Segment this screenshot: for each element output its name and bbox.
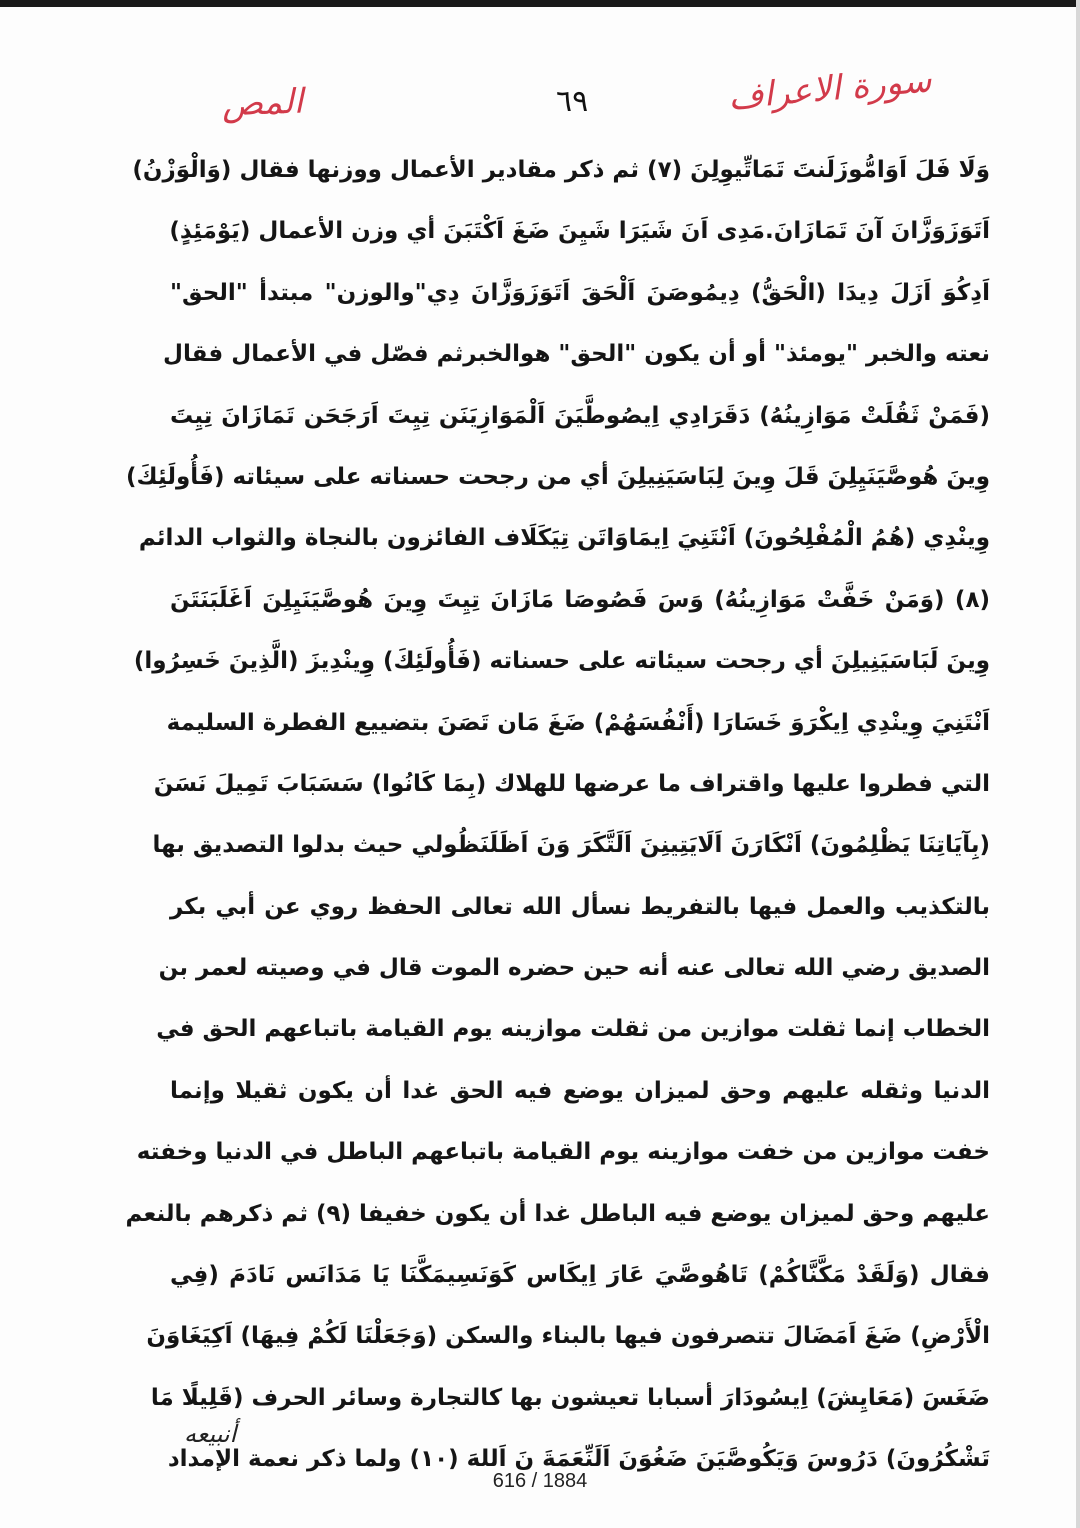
text-line: بالتكذيب والعمل فيها بالتفريط نسأل الله تعالى الحفظ روي عن أبي بكر [170,893,990,920]
page-body-text [125,140,990,1491]
scan-top-edge [0,0,1080,7]
handwritten-surah-title: سورة الاعراف [726,60,934,118]
page-number: ٦٩ [556,84,589,119]
text-line: وِينَ هُوصَّيَنَيِلِنَ قَلَ وِينَ لِبَاسَيَنِيلِنَ أي من رجحت حسناته على سيئاته (فَأُولَئِكَ) [126,463,990,490]
text-line: اَدِكُوَ اَزَلَ دِيدَا (الْحَقُّ) دِيمُوصَنَ اَلْحَقَ اَتَوَزَوَزَّانَ دِي"والوزن" مبتدأ "الحق" [170,279,990,306]
text-line: خفت موازين من خفت موازينه يوم القيامة باتباعهم الباطل في الدنيا وخفته [136,1139,990,1166]
text-line: ضَغَسَ (مَعَايِشَ) اِيسُودَارَ أسبابا تعيشون بها كالتجارة وسائر الحرف (قَلِيلًا مَا [150,1384,990,1411]
scan-right-edge [1076,0,1080,1528]
text-line: تَشْكُرُونَ) دَرُوسَ وَيَكُوصَّيَنَ ضَغُوَنَ اَلَنِّعَمَةَ نَ اَللهَ (١٠) ولما ذكر نعمة الإمداد [167,1446,990,1473]
page-counter: 616 / 1884 [492,1470,588,1492]
text-line: (٨) (وَمَنْ خَفَّتْ مَوَازِينُهُ) وَسَ فَصُوصَا مَازَانَ تِيِتَ وِينَ هُوصَّيَنَيِلِنَ اَغَلَبَنَتَنَ [170,586,990,613]
text-line: اَتَوَزَوَزَّانَ آنَ تَمَازَانَ.مَدِى اَنَ شَيَرَا شَيِنَ ضَغَ اَكْتَبَنَ أي وزن الأعمال (يَوْمَئِذٍ) [169,218,990,245]
handwritten-surah-letters: المص [221,81,304,125]
text-line: وِينَ لَبَاسَيَنِيلِنَ أي رجحت سيئاته على حسناته (فَأُولَئِكَ) وِينْدِيزَ (الَّذِينَ خَسِرُوا) [133,648,990,675]
text-line: اَنْتَنِيَ وِينْدِي اِيكْرَوَ خَسَارَا (أَنْفُسَهُمْ) ضَغَ مَان تَصَنَ بتضييع الفطرة السليمة [166,709,990,736]
text-line: (بِآيَاتِنَا يَظْلِمُونَ) اَنْكَارَنَ اَلَايَتِينِنَ اَلَتَّكَرَ وَنَ اَظَلَنَظُولي حيث بدلوا التصديق بها [152,832,990,859]
text-line: الْأَرْضِ) ضَغَ اَمَضَالَ تتصرفون فيها بالبناء والسكن (وَجَعَلْنَا لَكُمْ فِيهَا) اَكِيَغَاوَنَ [146,1323,990,1350]
text-line: الصديق رضي الله تعالى عنه أنه حين حضره الموت قال في وصيته لعمر بن [158,955,990,982]
text-line: الدنيا وثقله عليهم وحق لميزان يوضع فيه الحق غدا أن يكون ثقيلا وإنما [170,1077,990,1104]
text-line: (فَمَنْ ثَقُلَتْ مَوَازِينُهُ) دَقَرَادِي اِيصُوطَّيَنَ اَلْمَوَازِيَنَن تِيِتَ اَرَجَحَن تَمَازَانَ تِيِتَ [170,402,990,429]
text-line: وِينْدِي (هُمُ الْمُفْلِحُونَ) اَنْتَنِيَ اِيمَاوَاتَن تِيَكَلَاف الفائزون بالنجاة والثواب الدائم [138,525,990,552]
text-line: عليهم وحق لميزان يوضع فيه الباطل غدا أن يكون خفيفا (٩) ثم ذكرهم بالنعم [125,1200,990,1227]
text-line: وَلَا فَلَ اَوَامُّوزَلَنتَ تَمَاتِّيوِلِنَ (٧) ثم ذكر مقادير الأعمال ووزنها فقال (وَالْوَزْنُ) [132,157,990,183]
text-line: الخطاب إنما ثقلت موازين من ثقلت موازينه يوم القيامة باتباعهم الحق في [156,1016,990,1043]
text-line: نعته والخبر "يومئذ" أو أن يكون "الحق" هوالخبرثم فصّل في الأعمال فقال [163,341,990,368]
text-line: فقال (وَلَقَدْ مَكَّنَّاكُمْ) تَاهُوصَّيَ عَارَ اِيكَاس كَوَنَسِيمَكَّنَا يَا مَدَانَس نَادَمَ (فِي [170,1262,990,1289]
text-line: التي فطروا عليها واقتراف ما عرضها للهلاك (بِمَا كَانُوا) سَسَبَابَ تَمِيلَ نَسَنَ [153,770,990,797]
catchword: أنبيعه [184,1420,237,1448]
